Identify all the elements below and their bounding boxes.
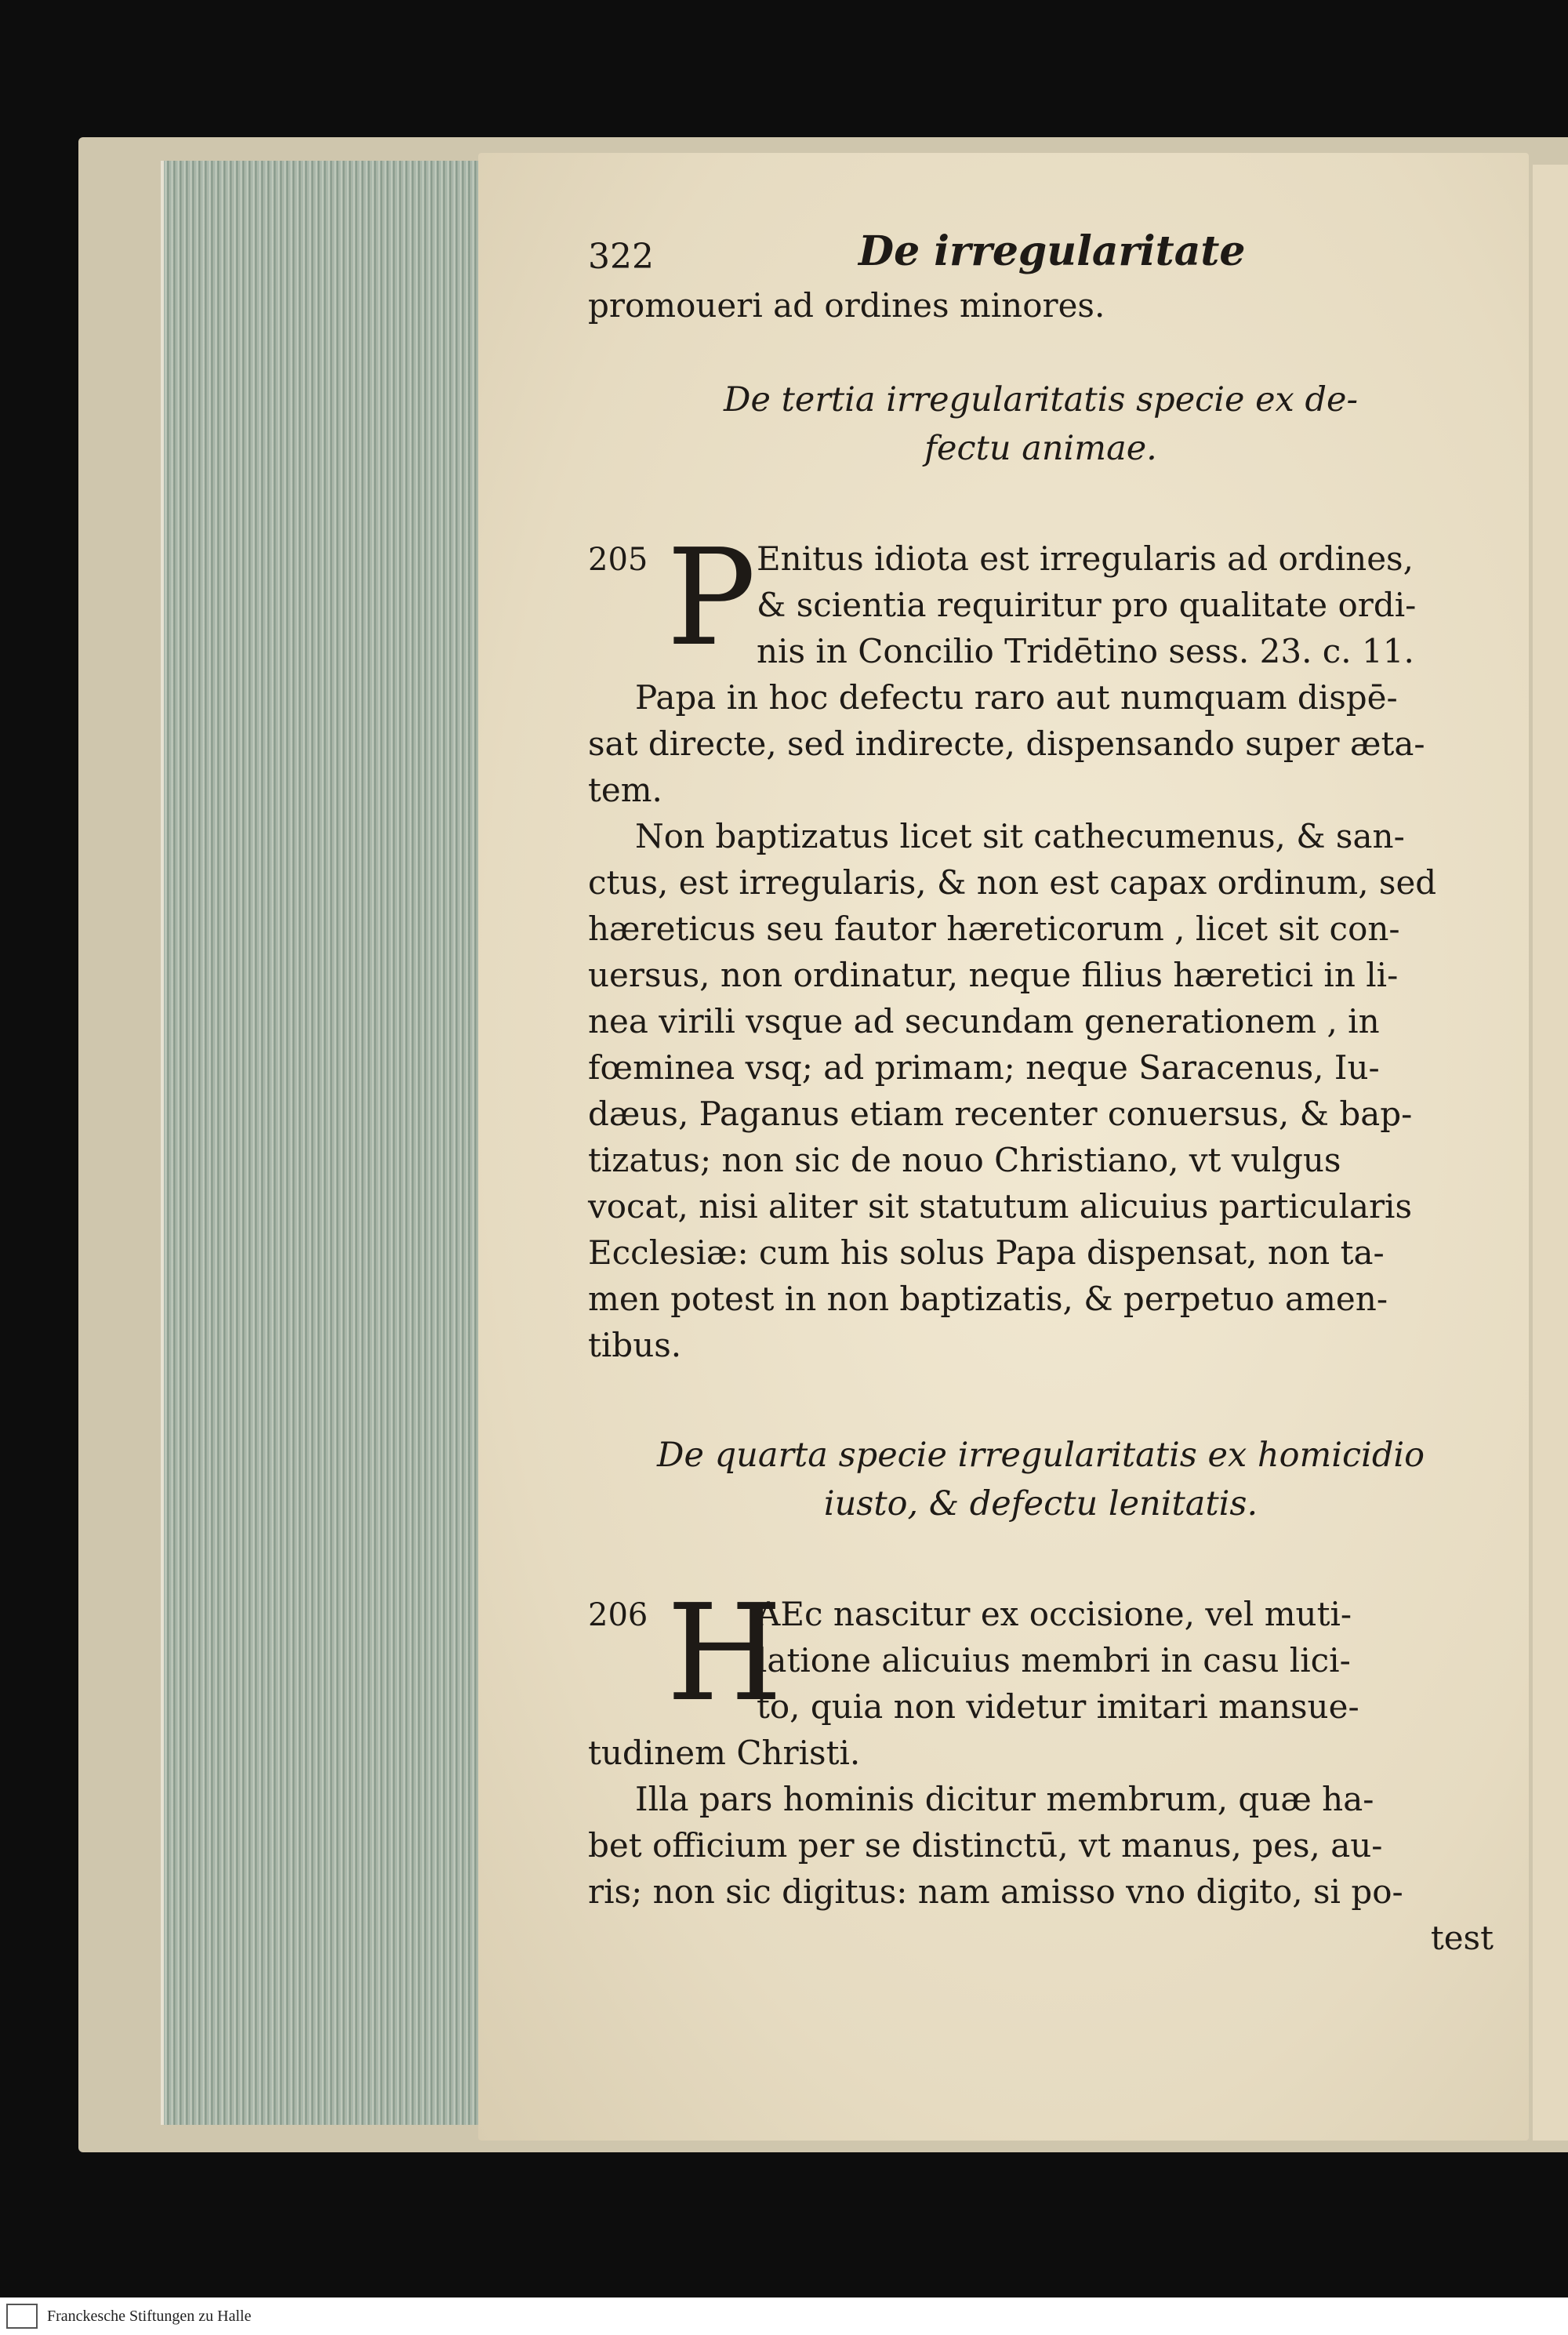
page-header [588,227,1494,282]
institution-name: Franckesche Stiftungen zu Halle [47,2308,252,2325]
text-line: ctus, est irregularis, & non est capax ordinum, sed [588,863,1437,902]
text-line: bet officium per se distinctū, vt manus, pes, au- [588,1826,1383,1865]
running-head: De irregularitate [858,227,1246,275]
text-line: tibus. [588,1326,682,1364]
section-number: 206 [588,1597,648,1633]
text-line: Illa pars hominis dicitur membrum, quæ ha- [635,1780,1374,1818]
text-line: to, quia non videtur imitari mansue- [757,1687,1359,1726]
section-heading: iusto, & defectu lenitatis. [823,1484,1258,1523]
text-line: Papa in hoc defectu raro aut numquam dispē- [635,678,1398,717]
text-line: AEc nascitur ex occisione, vel muti- [757,1595,1352,1633]
text-line: vocat, nisi aliter sit statutum alicuius particularis [588,1187,1413,1226]
text-line: dæus, Paganus etiam recenter conuersus, & bap- [588,1095,1413,1133]
text-line: ris; non sic digitus: nam amisso vno digito, si po- [588,1872,1403,1911]
institution-logo-icon [6,2304,38,2329]
text-line: sat directe, sed indirecte, dispensando super æta- [588,724,1425,763]
section-206 [588,1576,1494,1731]
text-line: Non baptizatus licet sit cathecumenus, & san- [635,817,1405,855]
continuation-line: promoueri ad ordines minores. [588,286,1105,325]
page-number: 322 [588,237,654,277]
text-line: fœminea vsq; ad primam; neque Saracenus, Iu- [588,1048,1380,1087]
facing-page-edge [1533,165,1568,2141]
text-line: latione alicuius membri in casu lici- [757,1641,1351,1680]
text-line: hæreticus seu fautor hæreticorum , licet sit con- [588,910,1400,948]
text-line: tizatus; non sic de nouo Christiano, vt vulgus [588,1141,1341,1179]
drop-capital: H [666,1576,783,1731]
text-line: uersus, non ordinatur, neque filius hæretici in li- [588,956,1399,994]
section-number: 205 [588,542,648,578]
text-line: & scientia requiritur pro qualitate ordi- [757,586,1417,624]
text-line: nis in Concilio Tridētino sess. 23. c. 11. [757,632,1414,670]
page-text [588,227,1494,1961]
section-heading: De quarta specie irregularitatis ex homicidio [657,1436,1425,1475]
section-heading: fectu animae. [924,429,1157,468]
footer-bar [0,2297,1568,2335]
page-edges [161,161,493,2125]
drop-capital: P [666,521,757,676]
catchword: test [1430,1919,1494,1957]
text-line: tudinem Christi. [588,1734,861,1772]
text-line: nea virili vsque ad secundam generationem , in [588,1002,1380,1040]
text-line: Enitus idiota est irregularis ad ordines, [757,539,1414,578]
text-line: men potest in non baptizatis, & perpetuo amen- [588,1280,1388,1318]
text-line: tem. [588,771,662,809]
section-heading: De tertia irregularitatis specie ex de- [724,380,1358,419]
section-205 [588,521,1494,676]
text-line: Ecclesiæ: cum his solus Papa dispensat, non ta- [588,1233,1385,1272]
